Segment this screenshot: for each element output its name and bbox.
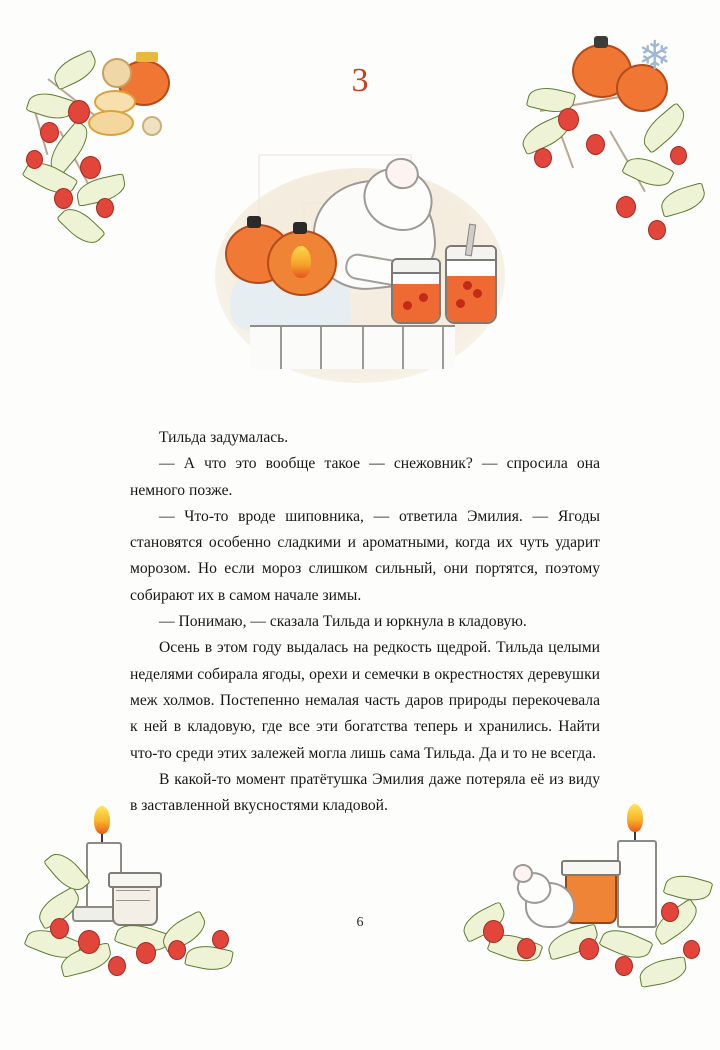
- berry-icon: [80, 156, 101, 179]
- holly-leaf-icon: [658, 182, 709, 218]
- flame-icon: [94, 806, 110, 834]
- snowflake-icon: ❄: [638, 33, 672, 78]
- holly-leaf-icon: [637, 956, 688, 988]
- jam-jar: [391, 258, 441, 324]
- page-number: 6: [356, 915, 364, 930]
- paragraph: Осень в этом году выдалась на редкость щедрой. Тильда целыми неделями собирала ягоды, орехи и семечки в окрестностях деревушки меж холмов. Постепенно немалая часть даров природы перекочевала к ней в кладовую, где все эти богатства теперь и хранились. Найти что-то среди этих залежей могла лишь сама Тильда. Да и то не всегда.: [130, 639, 600, 762]
- berry-icon: [168, 940, 186, 960]
- jam-jar: [445, 245, 497, 324]
- berry-icon: [579, 938, 599, 960]
- berry-icon: [68, 100, 90, 124]
- berry-icon: [212, 930, 229, 949]
- holly-leaf-icon: [184, 941, 234, 974]
- chapter-illustration: [195, 150, 525, 400]
- flame-icon: [627, 804, 643, 832]
- holly-leaf-icon: [621, 151, 675, 194]
- page-body-text: [130, 425, 600, 819]
- mouse-ear: [513, 864, 533, 883]
- paragraph: — А что это вообще такое — снежовник? — спросила она немного позже.: [130, 455, 600, 499]
- berry-icon: [670, 146, 687, 165]
- berry-icon: [661, 902, 679, 922]
- paragraph: — Понимаю, — сказала Тильда и юркнула в кладовую.: [159, 613, 527, 631]
- paragraph: В какой-то момент пратётушка Эмилия даже потеряла её из виду в заставленной вкусностями кладовой.: [130, 770, 600, 815]
- berry-icon: [136, 942, 156, 964]
- cookie-icon: [88, 110, 134, 136]
- berry-icon: [648, 220, 666, 240]
- berry-icon: [26, 150, 43, 169]
- berry-icon: [483, 920, 504, 943]
- berry-icon: [683, 940, 700, 959]
- jar-lid: [108, 872, 162, 888]
- paragraph: Тильда задумалась.: [159, 429, 289, 446]
- decoration-bottom-right: [455, 790, 705, 1025]
- wooden-shelf: [250, 325, 455, 369]
- berry-icon: [96, 198, 114, 218]
- jar-lid: [392, 259, 440, 274]
- berry-icon: [54, 188, 73, 209]
- decoration-bottom-left: [20, 800, 250, 1020]
- berry-icon: [586, 134, 605, 155]
- berry-icon: [108, 956, 126, 976]
- paragraph: — Что-то вроде шиповника, — ответила Эмилия. — Ягоды становятся особенно сладкими и ароматными, когда их чуть ударит морозом. Но если мороз слишком сильный, они портятся, поэтому собирают их в самом начале зимы.: [130, 507, 600, 604]
- berry-icon: [616, 196, 636, 218]
- berry-icon: [534, 148, 552, 168]
- berry-icon: [78, 930, 100, 954]
- chapter-number: 3: [351, 62, 369, 99]
- berry-icon: [50, 918, 69, 939]
- jar-lid: [561, 860, 621, 876]
- berry-icon: [517, 938, 536, 959]
- candle-icon: [617, 840, 657, 928]
- berry-icon: [558, 108, 579, 131]
- berry-icon: [40, 122, 59, 143]
- berry-icon: [615, 956, 633, 976]
- nut-icon: [142, 116, 162, 136]
- jam-fill: [393, 284, 439, 322]
- flame-icon: [291, 246, 311, 278]
